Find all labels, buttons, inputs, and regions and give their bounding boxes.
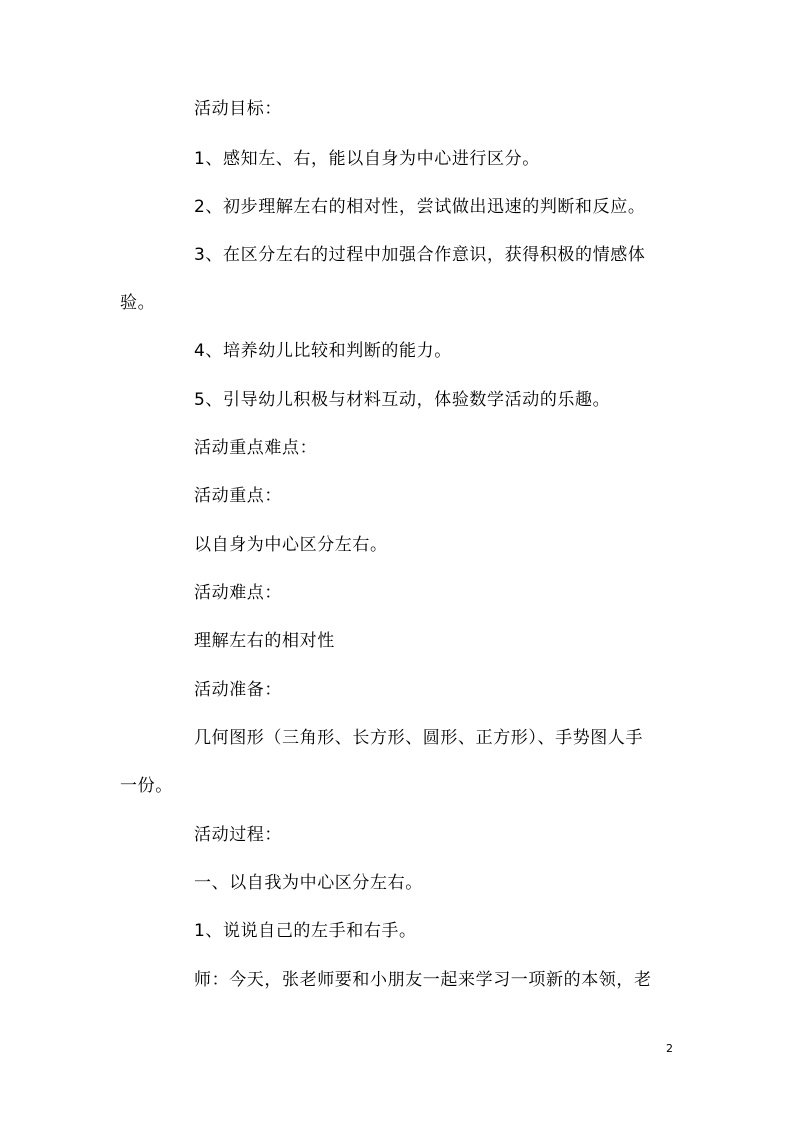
goal-item-4: 4、培养幼儿比较和判断的能力。 — [194, 341, 452, 361]
preparation-text: 几何图形（三角形、长方形、圆形、正方形）、手势图人手 — [194, 728, 644, 748]
heading-activity-goals: 活动目标： — [194, 99, 282, 119]
heading-key-difficult-points: 活动重点难点： — [194, 438, 318, 458]
goal-item-2: 2、初步理解左右的相对性，尝试做出迅速的判断和反应。 — [194, 197, 646, 217]
goal-item-3-continuation: 验。 — [120, 293, 156, 313]
heading-process: 活动过程： — [194, 825, 282, 845]
page-number: 2 — [666, 1042, 673, 1055]
goal-item-1: 1、感知左、右，能以自身为中心进行区分。 — [194, 149, 540, 169]
key-point-text: 以自身为中心区分左右。 — [194, 535, 388, 555]
goal-item-3: 3、在区分左右的过程中加强合作意识，获得积极的情感体 — [194, 245, 646, 265]
goal-item-5: 5、引导幼儿积极与材料互动，体验数学活动的乐趣。 — [194, 390, 611, 410]
difficult-point-text: 理解左右的相对性 — [194, 631, 335, 651]
preparation-text-continuation: 一份。 — [120, 776, 173, 796]
process-step-1: 1、说说自己的左手和右手。 — [194, 921, 417, 941]
process-section-1: 一、以自我为中心区分左右。 — [194, 873, 423, 893]
heading-key-point: 活动重点： — [194, 486, 282, 506]
heading-difficult-point: 活动难点： — [194, 583, 282, 603]
teacher-dialogue: 师：今天，张老师要和小朋友一起来学习一项新的本领，老 — [194, 970, 652, 990]
heading-preparation: 活动准备： — [194, 680, 282, 700]
